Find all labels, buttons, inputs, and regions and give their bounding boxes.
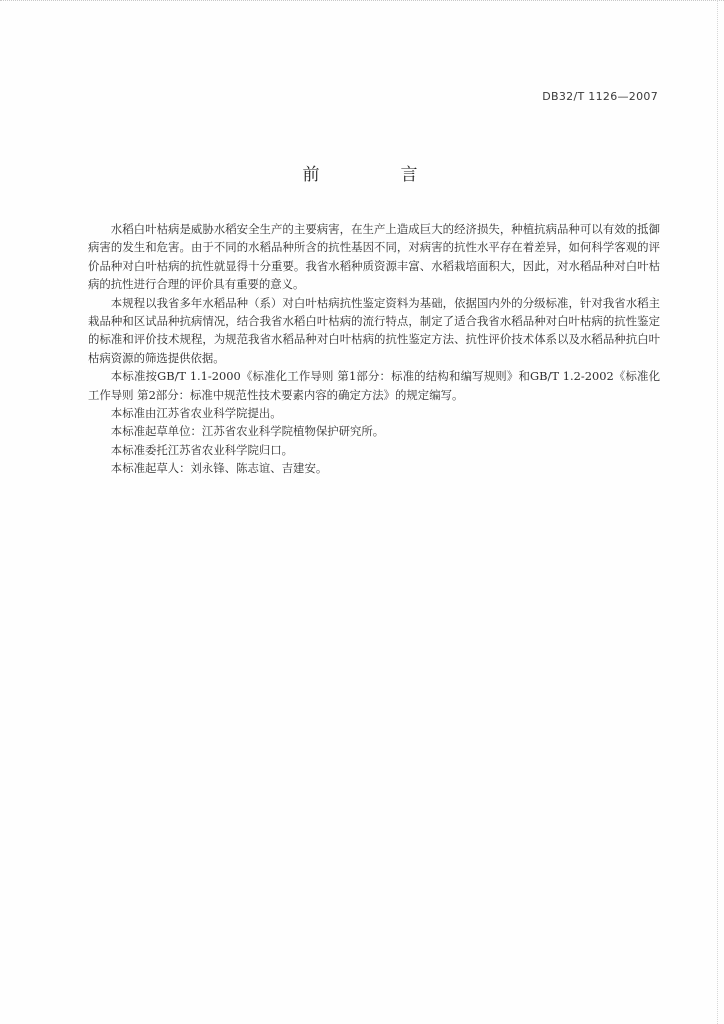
page-title: 前 言	[302, 165, 450, 185]
paragraph-background: 水稻白叶枯病是威胁水稻安全生产的主要病害，在生产上造成巨大的经济损失，种植抗病品种可以有效的抵御病害的发生和危害。由于不同的水稻品种所含的抗性基因不同，对病害的抗性水平存在着差异，如何科学客观的评价品种对白叶枯病的抗性就显得十分重要。我省水稻种质资源丰富、水稻栽培面积大，因此，对水稻品种对白叶枯病的抗性进行合理的评价具有重要的意义。	[88, 222, 660, 292]
paragraph-centralized-unit: 本标准委托江苏省农业科学院归口。	[110, 442, 294, 457]
scan-edge-right	[716, 0, 718, 1024]
paragraph-drafting-unit: 本标准起草单位：江苏省农业科学院植物保护研究所。	[110, 424, 385, 439]
paragraph-drafters: 本标准起草人：刘永锋、陈志谊、吉建安。	[110, 461, 328, 476]
paragraph-basis: 本规程以我省多年水稻品种（系）对白叶枯病抗性鉴定资料为基础，依据国内外的分级标准，针对我省水稻主栽品种和区试品种抗病情况，结合我省水稻白叶枯病的流行特点，制定了适合我省水稻品种对白叶枯病的抗性鉴定的标准和评价技术规程，为规范我省水稻品种对白叶枯病的抗性鉴定方法、抗性评价技术体系以及水稻品种抗白叶枯病资源的筛选提供依据。	[88, 295, 660, 365]
preface-body	[88, 220, 660, 478]
paragraph-drafting-rules: 本标准按GB/T 1.1-2000《标准化工作导则 第1部分：标准的结构和编写规则》和GB/T 1.2-2002《标准化工作导则 第2部分：标准中规范性技术要素内容的确定方法》的规定编写。	[88, 369, 660, 402]
paragraph-proposer: 本标准由江苏省农业科学院提出。	[110, 406, 282, 421]
scan-edge-top	[0, 0, 724, 7]
standard-code: DB32/T 1126—2007	[542, 90, 658, 103]
